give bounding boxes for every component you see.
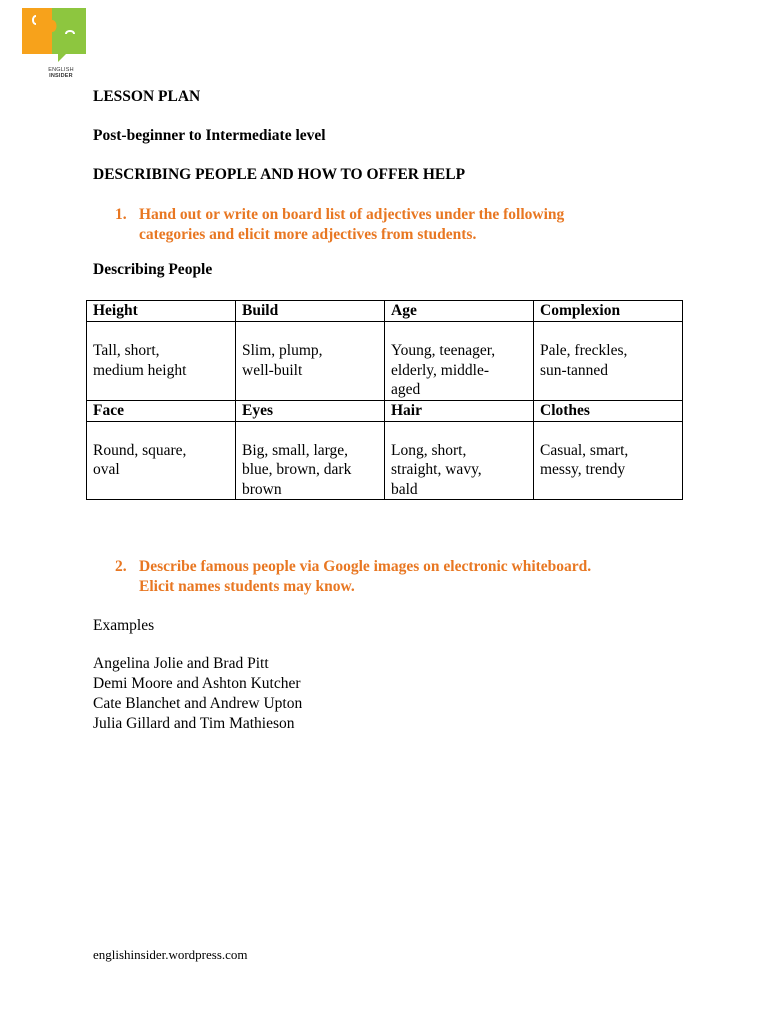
cell-line: blue, brown, dark [242, 461, 352, 478]
table-cell [385, 421, 534, 500]
table-cell [236, 421, 385, 500]
table-cell [385, 322, 534, 401]
lesson-plan-title: LESSON PLAN [93, 88, 201, 105]
cell-line: Big, small, large, [242, 441, 349, 459]
cell-line: bald [391, 480, 418, 498]
cell-line: medium height [93, 361, 187, 379]
logo-line-2: INSIDER [49, 73, 73, 79]
table-header-cell: Eyes [236, 400, 385, 421]
cell-line: elderly, middle- [391, 361, 489, 379]
cell-line: Casual, smart, [540, 441, 629, 459]
cell-line: brown [242, 480, 282, 498]
cell-line: Round, square, [93, 441, 187, 459]
logo-wordmark [44, 67, 78, 79]
table-cell [236, 322, 385, 401]
table-cell [87, 421, 236, 500]
cell-line: oval [93, 461, 120, 478]
puzzle-logo-icon [22, 8, 88, 74]
list-item: Angelina Jolie and Brad Pitt [93, 655, 269, 672]
level-line: Post-beginner to Intermediate level [93, 127, 326, 144]
cell-line: Pale, freckles, [540, 342, 628, 359]
footer-url: englishinsider.wordpress.com [93, 947, 248, 962]
list-item: Julia Gillard and Tim Mathieson [93, 715, 295, 732]
cell-line: aged [391, 381, 421, 398]
table-cell [534, 421, 683, 500]
cell-line: well-built [242, 361, 303, 379]
cell-line: straight, wavy, [391, 461, 482, 478]
step-2-line-1: Describe famous people via Google images on electronic whiteboard. [139, 558, 592, 575]
table-header-row [87, 400, 683, 421]
step-2-line-2: Elicit names students may know. [139, 578, 355, 595]
step-1-line-1: Hand out or write on board list of adjectives under the following [139, 206, 565, 223]
examples-heading: Examples [93, 617, 155, 634]
cell-line: Long, short, [391, 441, 467, 459]
section-title: Describing People [93, 261, 213, 278]
table-cell [87, 322, 236, 401]
topic-heading: DESCRIBING PEOPLE AND HOW TO OFFER HELP [93, 166, 466, 183]
list-item: Cate Blanchet and Andrew Upton [93, 695, 303, 712]
cell-line: Tall, short, [93, 342, 160, 359]
table-header-cell: Age [385, 301, 534, 322]
table-header-cell: Complexion [534, 301, 683, 322]
step-2-number: 2. [115, 558, 127, 575]
table-header-cell: Face [87, 400, 236, 421]
adjectives-table [86, 300, 683, 500]
cell-line: messy, trendy [540, 461, 626, 478]
table-header-cell: Hair [385, 400, 534, 421]
table-header-cell: Height [87, 301, 236, 322]
table-cell [534, 322, 683, 401]
step-1-number: 1. [115, 206, 127, 223]
cell-line: Young, teenager, [391, 342, 496, 359]
examples-list [93, 654, 302, 734]
table-header-row [87, 301, 683, 322]
table-row [87, 322, 683, 401]
logo-line-1: ENGLISH [48, 67, 74, 73]
step-1-line-2: categories and elicit more adjectives from students. [139, 226, 477, 243]
table-header-cell: Build [236, 301, 385, 322]
table-header-cell: Clothes [534, 400, 683, 421]
list-item: Demi Moore and Ashton Kutcher [93, 675, 301, 692]
cell-line: sun-tanned [540, 361, 609, 379]
table-row [87, 421, 683, 500]
cell-line: Slim, plump, [242, 342, 323, 359]
